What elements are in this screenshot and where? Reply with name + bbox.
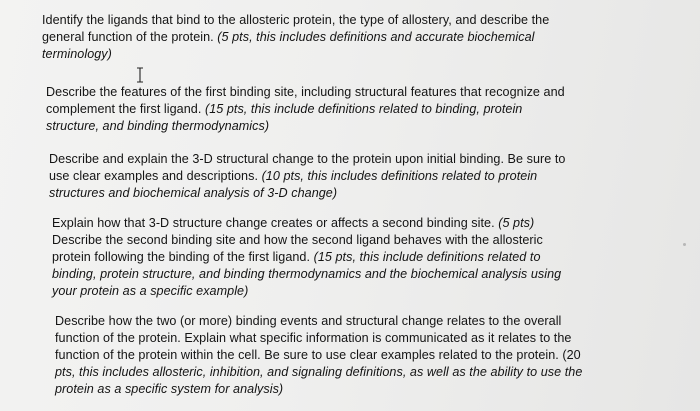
question-5-line-5: protein as a specific system for analysis) (55, 382, 284, 396)
question-4-line-5: your protein as a specific example) (52, 284, 249, 298)
question-4-line-4: binding, protein structure, and binding thermodynamics and the biochemical analysis using (52, 267, 562, 281)
question-5-line-1: Describe how the two (or more) binding events and structural change relates to the overall (55, 314, 562, 328)
question-5-line-4: pts, this includes allosteric, inhibition, and signaling definitions, as well as the ability to use the (55, 365, 583, 379)
question-2-line-2: complement the first ligand. (15 pts, this include definitions related to binding, protein (46, 102, 523, 116)
text-cursor-icon (135, 67, 145, 83)
question-1 (42, 12, 549, 63)
question-1-line-3: terminology) (42, 47, 112, 61)
question-3-line-2: use clear examples and descriptions. (10 pts, this includes definitions related to protein (49, 169, 538, 183)
question-2-line-1: Describe the features of the first binding site, including structural features that recognize and (46, 85, 565, 99)
question-3-line-1: Describe and explain the 3-D structural change to the protein upon initial binding. Be sure to (49, 152, 566, 166)
question-2-line-3: structure, and binding thermodynamics) (46, 119, 270, 133)
question-1-line-1: Identify the ligands that bind to the allosteric protein, the type of allostery, and describe the (42, 13, 550, 27)
question-4-line-1: Explain how that 3-D structure change creates or affects a second binding site. (5 pts) (52, 216, 535, 230)
question-5-line-2: function of the protein. Explain what specific information is communicated as it relates to the (55, 331, 572, 345)
question-3-line-3: structures and biochemical analysis of 3-D change) (49, 186, 338, 200)
question-4-line-2: Describe the second binding site and how the second ligand behaves with the allosteric (52, 233, 543, 247)
question-5-line-3: function of the protein within the cell. Be sure to use clear examples related to the protein. (20 (55, 348, 581, 362)
question-4 (52, 215, 561, 300)
question-1-line-2: general function of the protein. (5 pts, this includes definitions and accurate biochemical (42, 30, 535, 44)
question-4-line-3: protein following the binding of the first ligand. (15 pts, this include definitions related to (52, 250, 541, 264)
question-3 (49, 151, 565, 202)
speck-mark (683, 243, 686, 246)
question-5 (55, 313, 582, 398)
question-2 (46, 84, 565, 135)
